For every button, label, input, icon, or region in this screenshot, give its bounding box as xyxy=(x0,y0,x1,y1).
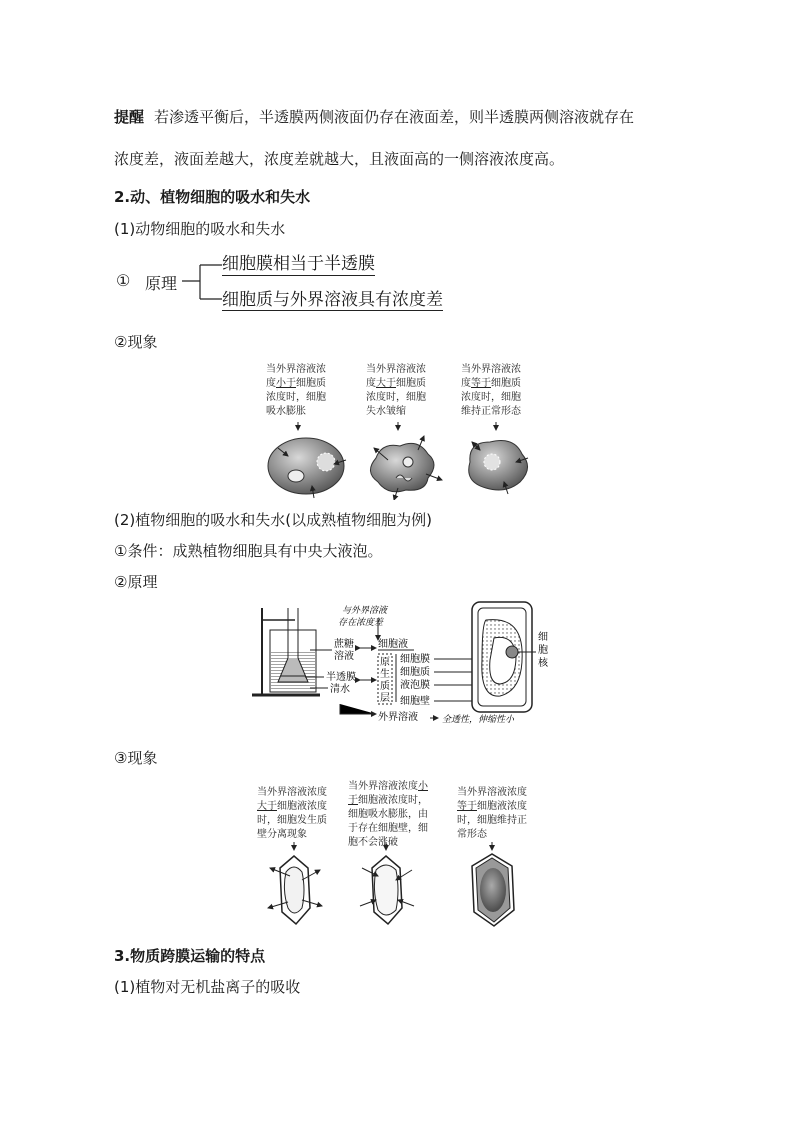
plant-case-1: 当外界溶液浓度 大于细胞液浓度 时，细胞发生质 壁分离现象 xyxy=(257,787,327,840)
apparatus xyxy=(252,608,320,695)
tip-label: 提醒 xyxy=(114,108,145,126)
section3-sub1: (1)植物对无机盐离子的吸收 xyxy=(114,978,301,996)
plant-heading: (2)植物细胞的吸水和失水(以成熟植物细胞为例) xyxy=(114,511,432,529)
plant-case-2: 当外界溶液浓度小 于细胞液浓度时， 细胞吸水膨胀，由 于存在细胞壁，细 胞不会涨破 xyxy=(348,781,428,848)
label-protoplast-3: 层 xyxy=(380,693,390,704)
label-protoplast-0: 原 xyxy=(380,657,390,668)
label-nucleus-0: 细 xyxy=(538,632,548,643)
label-cell-sap: 细胞液 xyxy=(378,639,408,650)
label-nucleus-2: 核 xyxy=(538,658,548,669)
principle-item-1: 细胞膜相当于半透膜 xyxy=(222,254,375,274)
plant-cells-illustration xyxy=(262,840,552,932)
label-protoplast-1: 生 xyxy=(380,669,390,680)
plant-case-3: 当外界溶液浓度 等于细胞液浓度 时，细胞维持正 常形态 xyxy=(457,787,527,840)
label-cell-membrane: 细胞膜 xyxy=(400,654,430,665)
label-sucrose-1: 蔗糖 xyxy=(334,639,354,650)
phenomenon-label: ②现象 xyxy=(114,333,158,351)
label-protoplast-2: 质 xyxy=(380,681,390,692)
tip-line-2: 浓度差，液面差越大，浓度差就越大，且液面高的一侧溶液浓度高。 xyxy=(114,150,565,168)
label-cytoplasm: 细胞质 xyxy=(400,667,430,678)
swelling-plant-cell xyxy=(360,856,414,924)
label-water: 清水 xyxy=(330,684,350,695)
note-top-1: 与外界溶液 xyxy=(342,606,388,616)
condition-text: ①条件：成熟植物细胞具有中央大液泡。 xyxy=(114,542,383,560)
label-tonoplast: 液泡膜 xyxy=(400,680,430,691)
tip-text-1: 若渗透平衡后，半透膜两侧液面仍存在液面差，则半透膜两侧溶液就存在 xyxy=(154,108,635,126)
principle-item-2: 细胞质与外界溶液具有浓度差 xyxy=(222,290,443,310)
label-outer-solution: 外界溶液 xyxy=(378,712,418,723)
animal-case-3: 当外界溶液浓 度等于细胞质 浓度时，细胞 维持正常形态 xyxy=(461,364,521,417)
phenomenon2-label: ③现象 xyxy=(114,749,158,767)
animal-case-2: 当外界溶液浓 度大于细胞质 浓度时，细胞 失水皱缩 xyxy=(366,364,426,417)
swollen-cell xyxy=(268,438,346,498)
plasmolysis-cell xyxy=(268,856,322,924)
label-cell-wall: 细胞壁 xyxy=(400,696,430,707)
principle-marker: ① xyxy=(116,271,131,290)
label-sucrose-2: 溶液 xyxy=(334,651,354,662)
animal-heading: (1)动物细胞的吸水和失水 xyxy=(114,220,286,238)
section2-heading: 2.动、植物细胞的吸水和失水 xyxy=(114,188,311,206)
normal-cell xyxy=(469,441,528,495)
note-top-2: 存在浓度差 xyxy=(338,618,384,628)
animal-case-1: 当外界溶液浓 度小于细胞质 浓度时，细胞 吸水膨胀 xyxy=(266,364,326,417)
label-membrane: 半透膜 xyxy=(326,672,356,683)
principle2-label: ②原理 xyxy=(114,573,158,591)
osmosis-principle-diagram xyxy=(250,600,560,735)
section3-heading: 3.物质跨膜运输的特点 xyxy=(114,947,266,965)
note-bottom: 全透性，伸缩性小 xyxy=(442,715,515,725)
plant-cell xyxy=(472,602,536,712)
tip-line-1 xyxy=(114,106,634,127)
normal-plant-cell xyxy=(472,854,514,926)
animal-cells-illustration xyxy=(258,420,558,500)
shrunken-cell xyxy=(370,436,442,500)
label-nucleus-1: 胞 xyxy=(538,645,548,656)
principle-label: 原理 xyxy=(145,274,178,293)
